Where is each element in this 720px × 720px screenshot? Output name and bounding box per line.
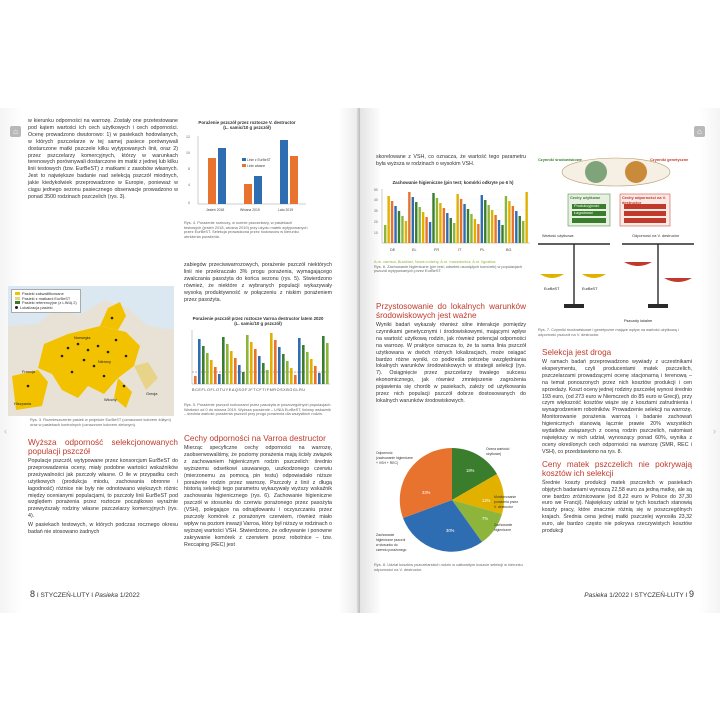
bar (522, 221, 524, 243)
bar (262, 363, 265, 384)
diagram-svg (538, 156, 694, 326)
svg-text:18%: 18% (466, 468, 475, 473)
bar (525, 192, 527, 243)
svg-text:Odporność: Odporność (376, 451, 393, 455)
left-column-1 (28, 434, 178, 538)
diagram-label-gentleness: Łagodność (574, 210, 594, 215)
paragraph: zabiegów przeciwwarrozowych, porażenie pszczół niektórych linii nie przekraczało 3% progu porażenia, wymagającego zwalczania pasożyta do końca sezonu (rys. 5). Stwierdzono również, że niektóre z wybranych populacji wykazywały wysoką produktywność w połączeniu z niskim porażeniem przez pasożyta. (184, 262, 332, 303)
bar (398, 211, 400, 243)
home-icon[interactable]: ⌂ (10, 126, 21, 137)
pie-caption: Rys. 8. Udział kosztów pszczelarskich rodzin w całkowitym koszcie selekcji w kierunku odporności na V. destructor. (374, 562, 523, 572)
pie-chart-8 (374, 442, 532, 582)
diagram-label-value: Wartość użytkowa (542, 233, 574, 238)
svg-text:FR: FR (434, 248, 440, 252)
bar (512, 206, 514, 243)
svg-text:PL: PL (480, 248, 485, 252)
chart-5-caption: Rys. 5. Porażenie pszczół roztoczami przez pasożyta w poszczególnych populacjach. Wartości od 0 do wiosna 2019. Wyższa porażenie – LINIA EurBeST, liniowy wskaźnik – średnia wartość porażenia pszczół przy progu porażenia dla wszystkich rodzin. (184, 402, 332, 417)
bar (302, 345, 305, 384)
paragraph: Populacje pszczół, wytypowane przez konsorcjum EurBeST do przeprowadzenia oceny, miały podobne wartości wskaźników przeżywalności jak pszczoły własne. O ile w przypadku cech użytkowych (produkcja miodu, zachowania obronne i łagodność) różnice nie były nie odnotowano większych różnic między ocenianymi populacjami, to pszczoły linii EurBeST pod względem porażenia przez roztocze początkowo wyraźnie przewyższały rodziny własne pszczelarzy komercyjnych (rys. 4). (28, 458, 178, 520)
bar (250, 342, 253, 384)
bar (460, 199, 462, 243)
chart-6-svg (374, 185, 532, 255)
left-intro-column (28, 118, 178, 203)
bar (384, 225, 386, 243)
bar (270, 333, 273, 384)
svg-text:użytkowej: użytkowej (486, 452, 501, 456)
svg-text:Zachowanie: Zachowanie (376, 533, 395, 537)
bar (488, 205, 490, 243)
bar (463, 204, 465, 243)
bar (508, 201, 510, 243)
svg-text:50: 50 (374, 188, 378, 192)
right-column-2 (542, 344, 692, 537)
pie-svg (374, 442, 532, 558)
svg-text:porażenia przez: porażenia przez (494, 500, 519, 504)
bar (322, 336, 325, 384)
bar (450, 218, 452, 243)
bar (408, 192, 410, 243)
chart-5 (184, 316, 332, 416)
svg-text:10: 10 (374, 231, 378, 235)
chart-5-title: Porażenie pszczół przez roztocze Varroa destructor latem 2020 (L. samic/10 g pszczół) (192, 316, 324, 326)
bar (429, 222, 431, 243)
svg-text:33%: 33% (422, 490, 431, 495)
bar (436, 198, 438, 243)
heading-queen-prices: Ceny matek pszczelich nie pokrywają kosztów ich selekcji (542, 459, 692, 478)
chart-4-caption: Rys. 4. Porażenie roztoczy, w ocenie pszczelarzy, w pasiekach testowych (jesień 2018, wiosna 2019) przy użyciu matek wytypowanych przez EurBeST. Selekcja prowadzona przez hodowców w kierunku obniżenia porażenia. (184, 220, 308, 239)
bar (282, 354, 285, 384)
svg-text:+ VSH + REC): + VSH + REC) (376, 461, 399, 465)
paragraph: Średnie koszty produkcji matek pszczelich w pasiekach objętych badaniami wynoszą 22,58 euro za jedną matkę, ale są one bardzo zróżnicowane (od 8,22 euro w Polsce do 37,30 euro we Francji). Największy udział w tych kosztach stanowią koszty pracy, które znacznie różnią się w poszczególnych krajach. Średnia cena jednej matki pszczelej wynosiła 23,32 euro, ale bardzo często nie pokrywa rzeczywistych kosztów produkcji (542, 479, 692, 535)
map-caption: Rys. 3. Rozmieszczenie pasiek w projekcie EurBeST (oznaczone kolorem żółtym) oraz w pasiekach kontrolnych (oznaczone kolorem zielonym). (30, 417, 171, 427)
bar (254, 349, 257, 384)
bar (484, 200, 486, 243)
svg-text:0: 0 (188, 201, 190, 205)
right-column-1 (376, 298, 526, 407)
map-label-greece: Grecja (146, 391, 158, 396)
bar (491, 210, 493, 243)
svg-text:higieniczne pszczół: higieniczne pszczół (376, 538, 406, 542)
heading-varroa-resistance: Cechy odporności na Varroa destructor (184, 434, 326, 443)
bar (470, 214, 472, 243)
svg-text:DE: DE (390, 248, 396, 252)
svg-text:8: 8 (188, 167, 190, 171)
page-number: 8 (30, 589, 36, 599)
paragraph: Mierząc specyficzne cechy odporności na warrozę, zaobserwowaliśmy, że poziomy porażenia mają ścisły związek z zachowaniem higienicznym rodzin pszczelich: średnio wyższemu odsetkowi usuwanego, uszkodzonego czerwiu (mierzonemu za pomocą pin testu) odpowiadało niższe porażenie rodzin przez warrozę. Pszczoły z linii z długą historią selekcji tego parametru wykazywały wyższy wskaźnik zachowania higienicznego (rys. 6). Zachowanie higieniczne pszczół w stosunku do czerwiu porażonego przez pasożyta (VSH), polegające na odnajdowaniu i oczyszczaniu przez pszczoły komórek z porażonym czerwiem, również miało wpływ na poziom inwazji Varroa, który był niższy w rodzinach o wyższej wartości VSH. Stwierdzono, że odkrywanie i ponowne zakrywanie komórek z czerwiem przez robotnice – tzw. Reccaping (REC) jest (184, 445, 332, 548)
svg-text:10: 10 (186, 151, 190, 155)
svg-text:Zachowanie: Zachowanie (494, 523, 513, 527)
map-label-spain: Hiszpania (14, 401, 32, 406)
bar (198, 339, 201, 384)
bar (443, 208, 445, 243)
diagram-7 (538, 156, 694, 342)
svg-text:BCEFLOFLOTUYEAQSGFJFTCFTIFMROS: BCEFLOFLOTUYEAQSGFJFTCFTIFMROSXBGGLRU (192, 388, 306, 392)
diagram-label-utility: Cechy użytkowe (570, 195, 601, 200)
bar-spring-own (244, 184, 252, 204)
bar (519, 216, 521, 243)
bar (515, 211, 517, 243)
legend-item: Lokalizacja pasieki (20, 304, 53, 310)
chart-4-svg (184, 130, 310, 218)
legend-item: Pasieki z matkami EurBeST (22, 295, 71, 301)
bar (314, 366, 317, 384)
bar (453, 223, 455, 243)
svg-text:12: 12 (186, 135, 190, 139)
bar (439, 203, 441, 243)
map-label-norway: Norwegia (74, 335, 91, 340)
svg-text:12%: 12% (482, 498, 491, 503)
footer-issue: 1/2022 (609, 592, 630, 599)
bar (246, 335, 249, 384)
diagram-label-resistance: Cechy odporności na V. destructor (622, 195, 666, 205)
bar (419, 207, 421, 243)
intro-paragraph: w kierunku odporności na warrozę. Zostały one przetestowane pod kątem wartości ich cech użytkowych i cech odporności. Ocenę prowadzono dwutorowo: 1) w pasiekach hodowlanych, w których pszczelarze w tej samej pasiece porównywali dostarczone matki pszczele kilku wytypowanych linii, oraz 2) przez pszczelarzy komercyjnych, którzy w warunkach terenowych porównywali dostarczone im matki z jednej lub kilku linii testowych (tzw. EurBeST) z matkami z zasobów własnych. Jest to największe badanie nad selekcją pszczół miodnych, jakie kiedykolwiek przeprowadzono w Europie, ponieważ w ciągu jednego sezonu pasiecznego obserwacje prowadzono w ponad 3500 rodzinach pszczelich (rys. 3). (28, 118, 178, 200)
bar (467, 209, 469, 243)
bar (274, 340, 277, 384)
home-icon[interactable]: ⌂ (694, 126, 705, 137)
map-label-italy: Włochy (104, 397, 117, 402)
bar (326, 343, 329, 384)
bar (501, 225, 503, 243)
bar (481, 195, 483, 243)
svg-text:Pszczoły lokalne: Pszczoły lokalne (624, 319, 653, 323)
chart-6-legend: A.m. carnica, Buckfast, Nowe-rodziny, A.m. macedonica, A.m. ligustica (374, 259, 496, 264)
bar (505, 196, 507, 243)
svg-text:4: 4 (188, 183, 190, 187)
bar (238, 365, 241, 384)
svg-text:Monitorowanie: Monitorowanie (494, 495, 517, 499)
bar-total-own (290, 156, 298, 204)
paragraph: skorelowane z VSH, co oznacza, że wartość tego parametru była wyższa w rodzinach o wysokim VSH. (376, 154, 526, 167)
svg-text:30%: 30% (446, 528, 455, 533)
next-page-arrow-icon[interactable]: › (713, 426, 716, 436)
footer-section: STYCZEŃ-LUTY (40, 592, 90, 599)
bar-spring-eurbest (254, 176, 262, 204)
bar (394, 206, 396, 243)
heading-local-adaptation: Przystosowanie do lokalnych warunków środowiskowych jest ważne (376, 302, 526, 320)
svg-text:EL: EL (412, 248, 417, 252)
bar (474, 219, 476, 243)
chart-4 (184, 120, 310, 239)
bar (477, 224, 479, 243)
magazine-spread (0, 108, 720, 613)
bar (194, 376, 197, 384)
bar (387, 196, 389, 243)
bar (210, 360, 213, 384)
paragraph: W ramach badań przeprowadzono wywiady z uczestnikami eksperymentu, czyli producentami matek pszczelich, pszczelarzami prowadzącymi ocenę stacjonarną i terenową – na temat ponoszonych przez nich kosztów produkcji i cen sprzedaży. Koszt oceny jednej rodziny pszczelej wynosi średnio 193 euro, (od 273 euro w Niemczech do 85 euro w Grecji), przy czym większość kosztów wiąże się z kosztami zatrudnienia i wynagrodzeniem robotników. Prowadzenie selekcji na warrozę. Monitorowanie porażenia warrozą i badanie zachowań higienicznych stanowią łącznie prawie 20% wszystkich wydatków związanych z oceną rodzin pszczelich, natomiast największy w nich udział, wynoszący ponad 60%, wynika z oceny określonych cech odporności na warrozę (SMR, REC i VSH), co przedstawiono na rys. 8. (542, 359, 692, 455)
bar (415, 202, 417, 243)
svg-text:EurBeST: EurBeST (582, 287, 598, 291)
chart-4-title: Porażenie pszczół przez roztocze V. destructor (L. samic/10 g pszczół) (198, 120, 296, 130)
bar (278, 347, 281, 384)
bar (432, 193, 434, 243)
svg-text:Lato 2019: Lato 2019 (278, 208, 294, 212)
left-page (0, 108, 360, 613)
map-legend (11, 289, 81, 313)
svg-text:(zachowanie higieniczne: (zachowanie higieniczne (376, 456, 413, 460)
map-label-france: Francja (22, 369, 35, 374)
bar (425, 217, 427, 243)
paragraph: W pasiekach testowych, w których podczas rocznego okresu badań nie stosowano żadnych (28, 522, 178, 536)
bar (222, 337, 225, 384)
bar (422, 212, 424, 243)
footer-title: Pasieka (584, 592, 608, 599)
bar (226, 344, 229, 384)
svg-text:Ocena wartości: Ocena wartości (486, 447, 510, 451)
paragraph: Wyniki badań wykazały również silne interakcje pomiędzy czynnikami genetycznymi i środowiskowymi, mającymi wpływ na wartość użytkową rodzin, jak również potencjał odporności na warrozę. W praktyce oznacza to, że ta sama linia pszczół użytkowana w dwóch różnych lokalizacjach, może osiągać bardzo różne wyniki, co podkreśla potrzebę uwzględniania lokalnych warunków środowiskowych w strategii selekcji (rys. 7). Osiągnięcie przez pszczelarzy trwałego sukcesu ekonomicznego, jak również zmniejszenie zagrożenia pojawienia się chorób w pasiekach, zależy od użytkowania przez nich populacji pszczół dobrze dostosowanych do lokalnych warunków środowiskowych. (376, 322, 526, 404)
diagram-label-varroa: Odporność na V. destructor (632, 233, 680, 238)
svg-text:7%: 7% (482, 516, 489, 521)
bar (391, 201, 393, 243)
bar (318, 373, 321, 384)
left-footer: 8 I STYCZEŃ-LUTY I Pasieka 1/2022 (30, 589, 140, 599)
bar (498, 220, 500, 243)
svg-text:Linie z EurBeST: Linie z EurBeST (247, 158, 271, 162)
bar (230, 351, 233, 384)
svg-text:Wiosna 2019: Wiosna 2019 (240, 208, 260, 212)
bar-total-eurbest (280, 140, 288, 204)
page-number: 9 (688, 589, 694, 599)
diagram-label-env: Czynniki środowiskowe (538, 157, 582, 162)
bar (266, 370, 269, 384)
bar (412, 197, 414, 243)
bar (446, 213, 448, 243)
chart-6 (374, 180, 532, 280)
right-footer: Pasieka 1/2022 I STYCZEŃ-LUTY I 9 (584, 589, 694, 599)
bar (310, 359, 313, 384)
svg-text:EurBeST: EurBeST (544, 287, 560, 291)
left-column-2b (184, 430, 332, 551)
svg-text:w stosunku do: w stosunku do (376, 543, 398, 547)
bar (242, 372, 245, 384)
europe-map (8, 286, 174, 416)
bar (214, 367, 217, 384)
bar (494, 215, 496, 243)
bar (258, 356, 261, 384)
chart-6-title: Zachowanie higieniczne (pin test; komórki odkryte po 6 h) (392, 180, 514, 185)
chart-6-caption: Rys. 6. Zachowanie higieniczne (pin test; odsetek usuniętych komórek) w populacjach pszczół wytypowanych przez EurBeST. (374, 263, 523, 274)
svg-text:higieniczne: higieniczne (494, 528, 511, 532)
bar-autumn-eurbest (218, 148, 226, 204)
bar (405, 221, 407, 243)
svg-text:Jesień 2018: Jesień 2018 (206, 208, 225, 212)
diagram-label-productivity: Produkcyjność (574, 203, 600, 208)
bar (234, 358, 237, 384)
chart-5-svg (184, 326, 332, 398)
bar (286, 361, 289, 384)
svg-text:BG: BG (506, 248, 512, 252)
bar (401, 216, 403, 243)
bar-autumn-own (208, 158, 216, 204)
bar (306, 352, 309, 384)
right-page (360, 108, 720, 613)
map-label-germany: Niemcy (98, 359, 111, 364)
svg-text:czerwiu porażonego: czerwiu porażonego (376, 548, 407, 552)
bar (202, 346, 205, 384)
bar (290, 368, 293, 384)
svg-text:40: 40 (374, 198, 378, 202)
bar (206, 353, 209, 384)
left-column-2 (184, 262, 332, 305)
footer-issue: 1/2022 (119, 592, 140, 599)
diagram-caption: Rys. 7. Czynniki środowiskowe i genetyczne mające wpływ na wartość użytkową i odporność pszczół na V. destructor. (538, 327, 679, 337)
svg-text:20: 20 (374, 220, 378, 224)
legend-item: Pasieki referencyjne (z LINIĄ 2) (22, 300, 77, 306)
svg-text:IT: IT (458, 248, 462, 252)
heading-higher-resistance: Wyższa odporność selekcjonowanych populacji pszczół (28, 438, 178, 456)
svg-text:Linie własne: Linie własne (247, 164, 266, 168)
diagram-label-gen: Czynniki genetyczne (650, 157, 689, 162)
bar (218, 374, 221, 384)
heading-selection-expensive: Selekcja jest droga (542, 348, 612, 357)
prev-page-arrow-icon[interactable]: ‹ (4, 426, 7, 436)
bar (294, 375, 297, 384)
footer-title: Pasieka (94, 592, 119, 599)
right-col-top (376, 154, 526, 170)
bar (298, 338, 301, 384)
legend-item: Pasieki zakwalifikowane (22, 291, 64, 296)
bar (456, 194, 458, 243)
footer-section: STYCZEŃ-LUTY (634, 592, 684, 599)
svg-text:30: 30 (374, 209, 378, 213)
svg-text:V. destructor: V. destructor (494, 505, 513, 509)
